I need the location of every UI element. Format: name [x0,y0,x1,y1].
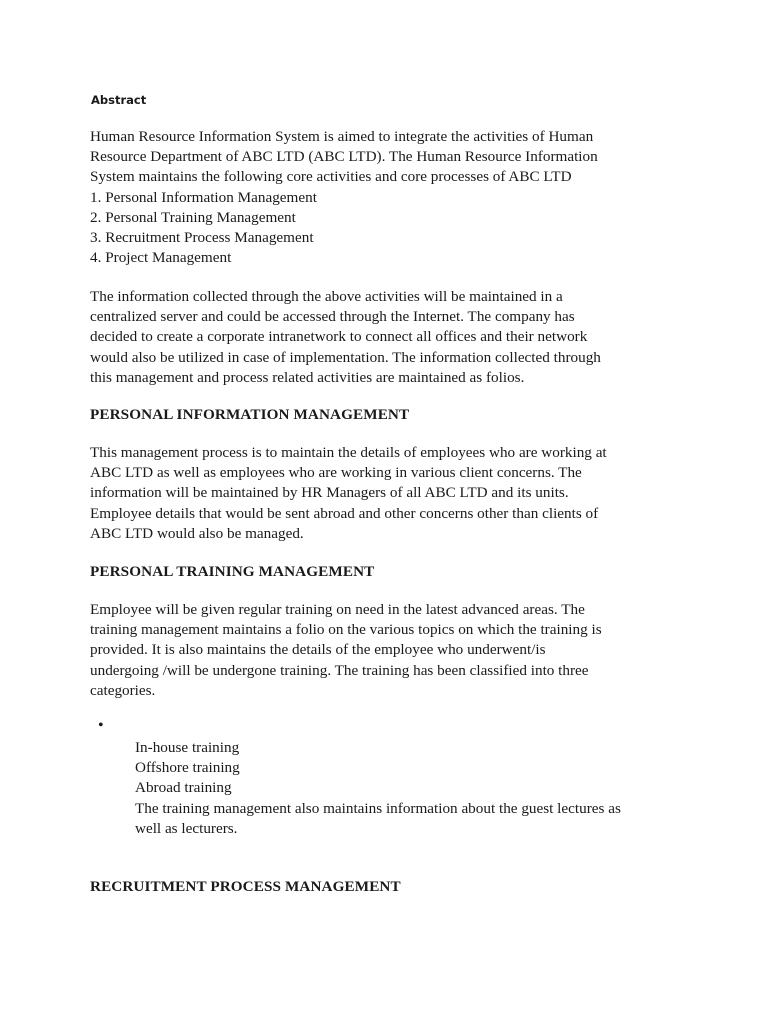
recruitment-process-heading: RECRUITMENT PROCESS MANAGEMENT [90,878,401,895]
storage-paragraph: The information collected through the above activities will be maintained in a centralized server and could be accessed through the Internet. The company has decided to create a corporate intranetwork to connect all offices and their network would also be utilized in case of implementation. The information collected through this management and process related activities are maintained as folios. [90,288,601,386]
intro-paragraph: Human Resource Information System is aimed to integrate the activities of Human Resource Department of ABC LTD (ABC LTD). The Human Resource Information System maintains the following core activities and core processes of ABC LTD 1. Personal Information Management 2. Personal Training Management 3. Recruitment Process Management 4. Project Management [90,128,598,267]
abstract-heading: Abstract [91,93,147,107]
personal-information-heading: PERSONAL INFORMATION MANAGEMENT [90,406,410,423]
training-categories-list: In-house training Offshore training Abroad training The training management also maintains information about the guest lectures as well as lecturers. [135,739,621,837]
personal-information-body: This management process is to maintain the details of employees who are working at ABC LTD as well as employees who are working in various client concerns. The information will be maintained by HR Managers of all ABC LTD and its units. Employee details that would be sent abroad and other concerns other than clients of ABC LTD would also be managed. [90,444,607,542]
personal-training-body: Employee will be given regular training on need in the latest advanced areas. The training management maintains a folio on the various topics on which the training is provided. It is also maintains the details of the employee who underwent/is undergoing /will be undergone training. The training has been classified into three categories. [90,601,602,699]
personal-training-heading: PERSONAL TRAINING MANAGEMENT [90,563,375,580]
bullet-marker: • [98,717,104,734]
